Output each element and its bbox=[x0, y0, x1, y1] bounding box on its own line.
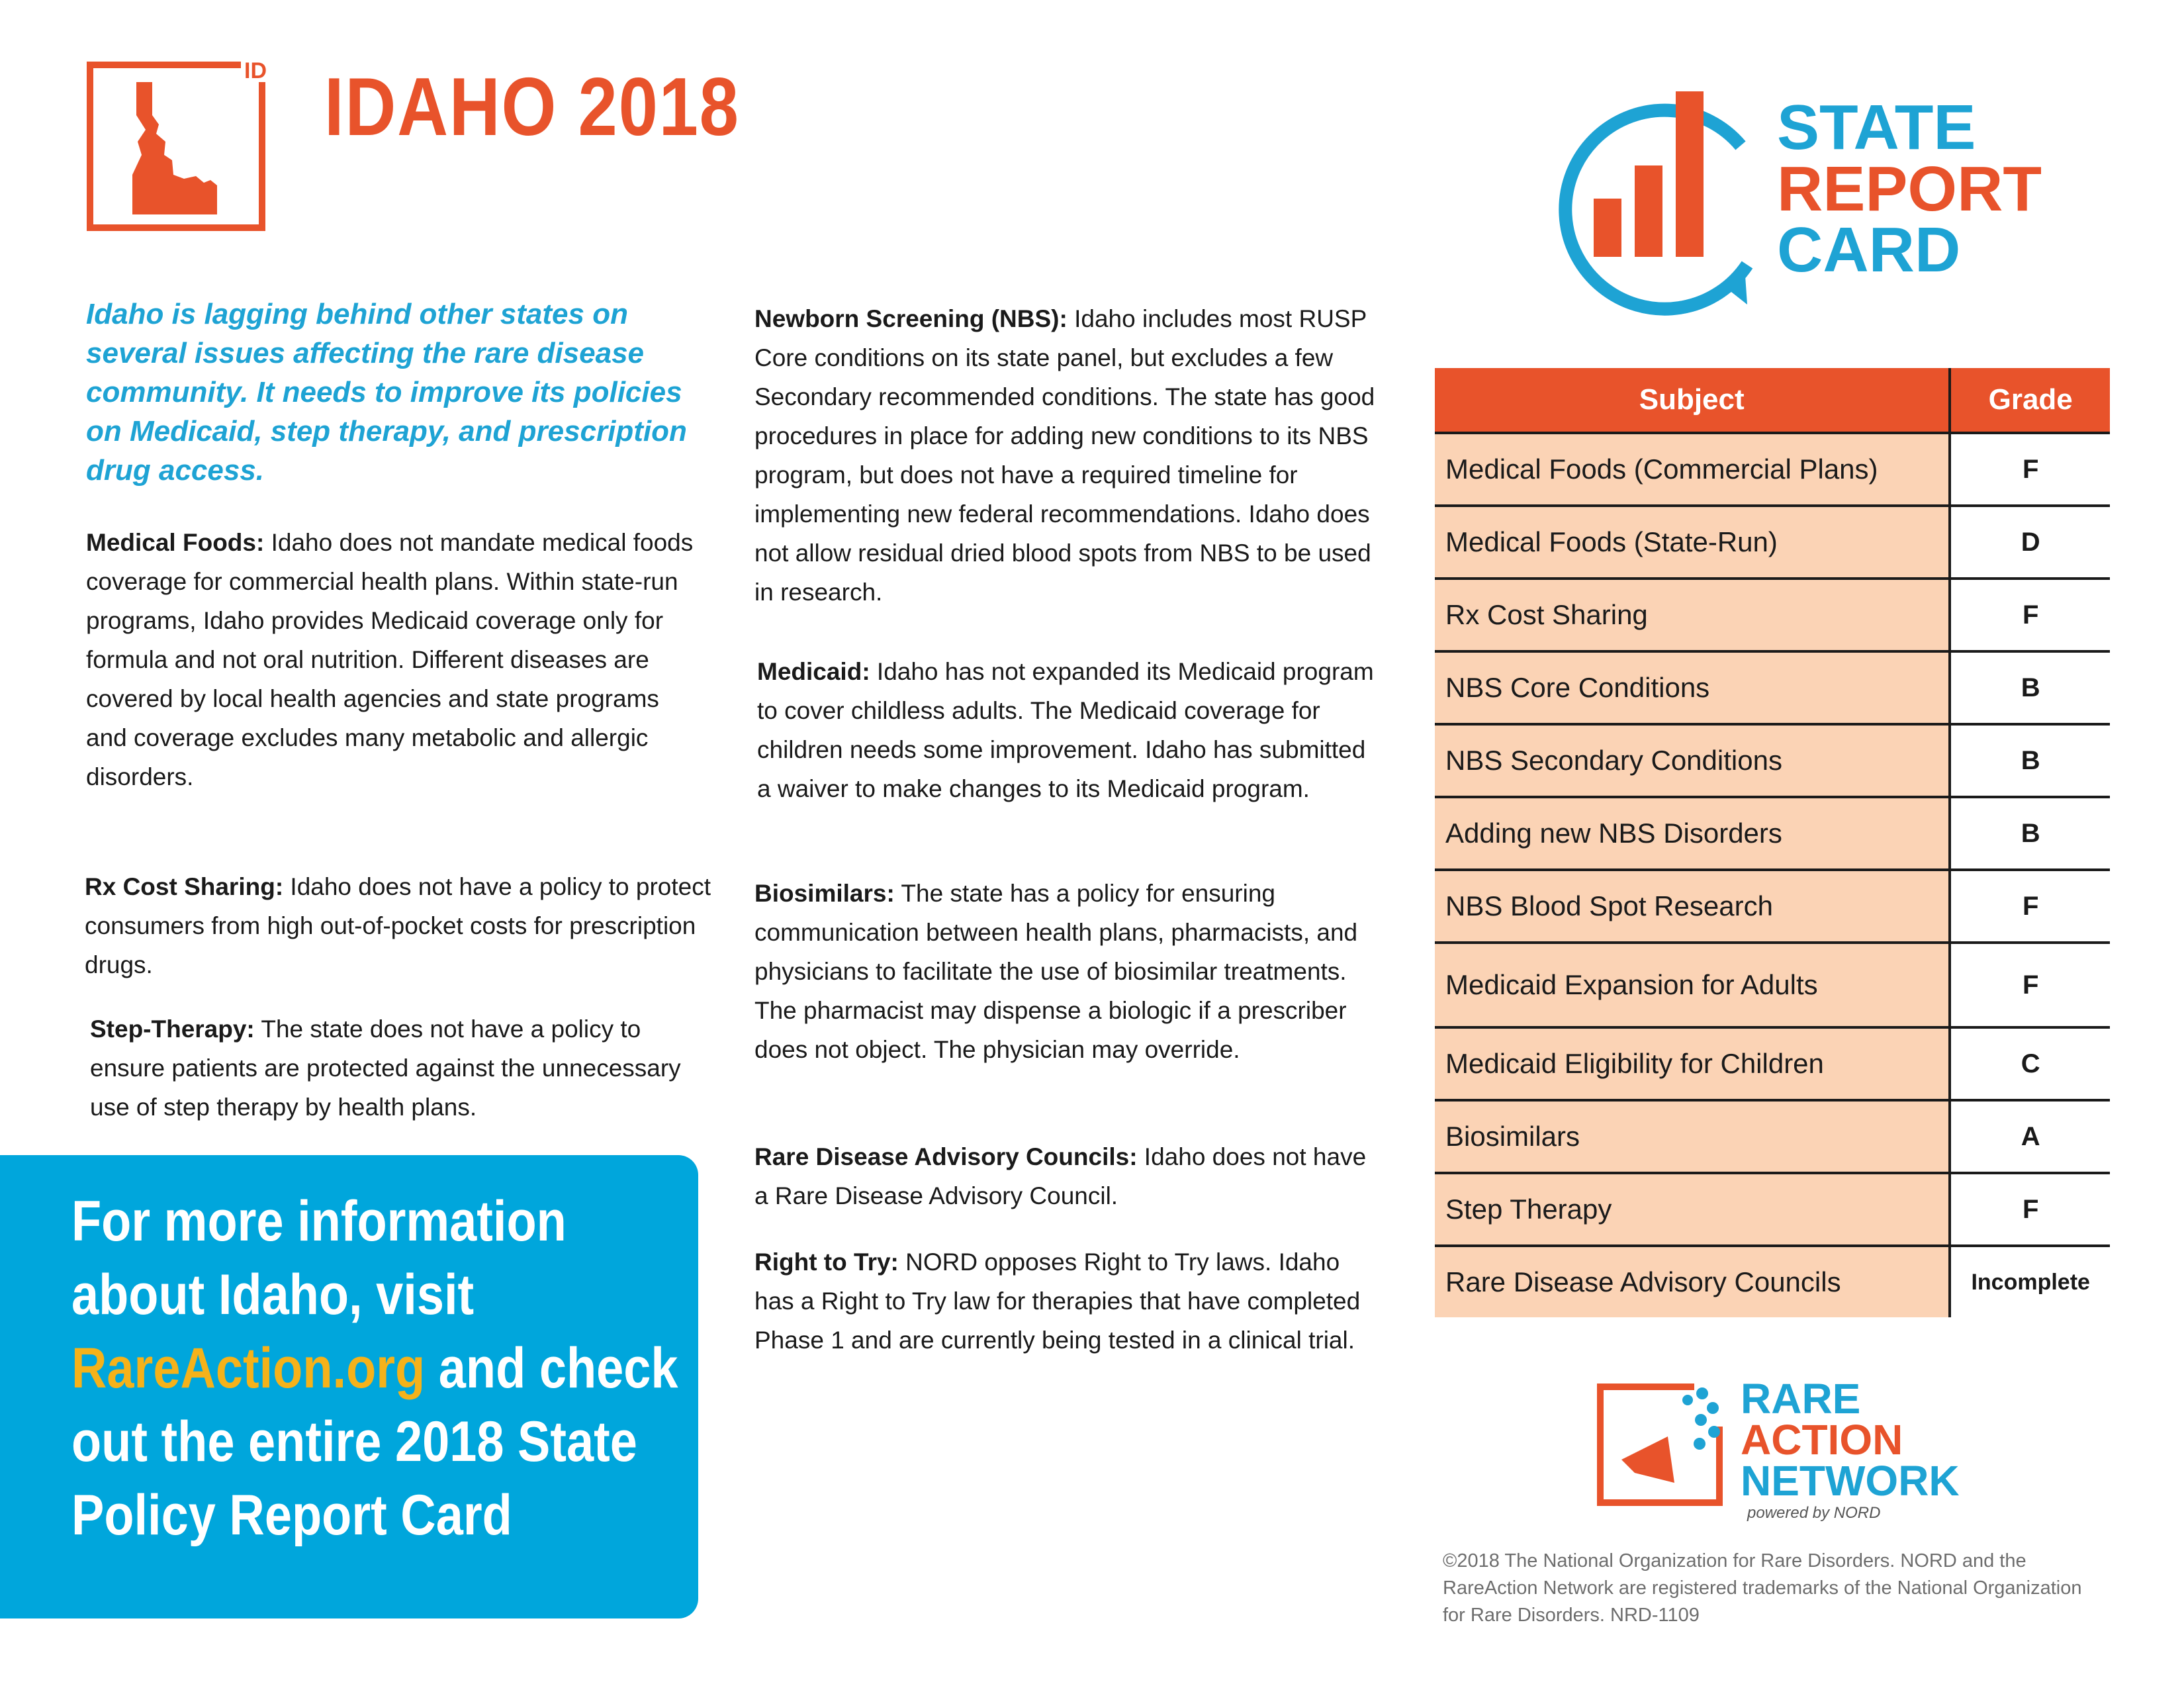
section-rare-disease-councils bbox=[754, 1137, 1377, 1215]
grade-cell: F bbox=[1950, 943, 2110, 1027]
section-rx-cost-sharing bbox=[85, 867, 713, 984]
rare-action-network-logo bbox=[1595, 1374, 2005, 1523]
logo-line-report: REPORT bbox=[1777, 154, 2042, 224]
logo-line-card: CARD bbox=[1777, 214, 1961, 285]
section-body: Idaho does not mandate medical foods coverage for commercial health plans. Within state-run programs, Idaho provides Medicaid coverage only for formula and not oral nutrition. Different diseases are covered by local health agencies and state programs and coverage excludes many metabolic and allergic disorders. bbox=[86, 529, 694, 790]
ran-line-action: ACTION bbox=[1741, 1416, 1903, 1464]
section-body: NORD opposes Right to Try laws. Idaho has a Right to Try law for therapies that have completed Phase 1 and are currently being tested in a clinical trial. bbox=[754, 1248, 1361, 1354]
grade-table bbox=[1435, 368, 2110, 1317]
section-heading: Rare Disease Advisory Councils: bbox=[754, 1143, 1138, 1170]
subject-cell: Rx Cost Sharing bbox=[1435, 579, 1950, 651]
grade-cell: B bbox=[1950, 724, 2110, 797]
copyright-notice: ©2018 The National Organization for Rare Disorders. NORD and the RareAction Network are registered trademarks of the National Organization for Rare Disorders. NRD-1109 bbox=[1443, 1550, 2082, 1626]
section-body: Idaho includes most RUSP Core conditions on its state panel, but excludes a few Secondary recommended conditions. The state has good procedures in place for adding new conditions to its NBS program, but does not have a required timeline for implementing new federal recommendations. Idaho does not allow residual dried blood spots from NBS to be used in research. bbox=[754, 305, 1375, 606]
section-step-therapy bbox=[90, 1009, 699, 1127]
section-heading: Medical Foods: bbox=[86, 529, 265, 556]
column-header-grade: Grade bbox=[1950, 368, 2110, 433]
subject-cell: Adding new NBS Disorders bbox=[1435, 797, 1950, 870]
subject-cell: Step Therapy bbox=[1435, 1173, 1950, 1246]
grade-cell: F bbox=[1950, 1173, 2110, 1246]
section-medicaid bbox=[757, 652, 1379, 808]
info-text-before: For more information about Idaho, visit bbox=[71, 1190, 567, 1327]
section-heading: Medicaid: bbox=[757, 658, 870, 685]
table-row bbox=[1435, 1173, 2110, 1246]
section-heading: Biosimilars: bbox=[754, 880, 895, 907]
subject-cell: Biosimilars bbox=[1435, 1100, 1950, 1173]
table-row bbox=[1435, 651, 2110, 724]
subject-cell: NBS Core Conditions bbox=[1435, 651, 1950, 724]
logo-line-state: STATE bbox=[1777, 92, 1976, 163]
table-row bbox=[1435, 579, 2110, 651]
section-body: The state has a policy for ensuring communication between health plans, pharmacists, and physicians to facilitate the use of biosimilar treatments. The pharmacist may dispense a biologic if a prescriber does not object. The physician may override. bbox=[754, 880, 1358, 1063]
grade-cell: A bbox=[1950, 1100, 2110, 1173]
ran-line-rare: RARE bbox=[1741, 1375, 1861, 1423]
section-heading: Rx Cost Sharing: bbox=[85, 873, 284, 900]
ran-tagline: powered by NORD bbox=[1747, 1504, 1881, 1522]
grade-cell: D bbox=[1950, 506, 2110, 579]
subject-cell: NBS Secondary Conditions bbox=[1435, 724, 1950, 797]
column-header-subject: Subject bbox=[1435, 368, 1950, 433]
subject-cell: Medicaid Eligibility for Children bbox=[1435, 1027, 1950, 1100]
section-heading: Newborn Screening (NBS): bbox=[754, 305, 1068, 332]
idaho-state-icon bbox=[85, 56, 270, 236]
section-medical-foods bbox=[86, 523, 695, 796]
section-biosimilars bbox=[754, 874, 1390, 1069]
page-title: IDAHO 2018 bbox=[324, 62, 740, 153]
grade-cell: Incomplete bbox=[1950, 1246, 2110, 1317]
section-right-to-try bbox=[754, 1243, 1377, 1360]
table-row bbox=[1435, 1100, 2110, 1173]
table-header-row bbox=[1435, 368, 2110, 433]
table-row bbox=[1435, 797, 2110, 870]
grade-cell: F bbox=[1950, 870, 2110, 943]
grade-cell: B bbox=[1950, 797, 2110, 870]
table-row bbox=[1435, 870, 2110, 943]
section-heading: Right to Try: bbox=[754, 1248, 899, 1276]
rareaction-link[interactable]: RareAction.org bbox=[71, 1336, 426, 1400]
grade-cell: B bbox=[1950, 651, 2110, 724]
section-heading: Step-Therapy: bbox=[90, 1015, 255, 1043]
grade-cell: F bbox=[1950, 433, 2110, 506]
info-text-after: and check out the entire 2018 State Policy Report Card bbox=[71, 1336, 678, 1547]
table-row bbox=[1435, 506, 2110, 579]
state-abbr: ID bbox=[244, 58, 267, 83]
section-body: Idaho does not have a policy to protect consumers from high out-of-pocket costs for prescription drugs. bbox=[85, 873, 711, 978]
section-body: Idaho has not expanded its Medicaid program to cover childless adults. The Medicaid coverage for children needs some improvement. Idaho has submitted a waiver to make changes to its Medicaid program. bbox=[757, 658, 1374, 802]
table-row bbox=[1435, 1027, 2110, 1100]
section-body: Idaho does not have a Rare Disease Advisory Council. bbox=[754, 1143, 1367, 1209]
subject-cell: Rare Disease Advisory Councils bbox=[1435, 1246, 1950, 1317]
megaphone-icon bbox=[1621, 1436, 1674, 1483]
table-row bbox=[1435, 1246, 2110, 1317]
state-report-card-logo bbox=[1549, 86, 2065, 324]
intro-summary: Idaho is lagging behind other states on several issues affecting the rare disease community. It needs to improve its policies on Medicaid, step therapy, and prescription drug access. bbox=[86, 298, 687, 487]
section-newborn-screening bbox=[754, 299, 1390, 612]
grade-cell: F bbox=[1950, 579, 2110, 651]
table-row bbox=[1435, 943, 2110, 1027]
section-body: The state does not have a policy to ensure patients are protected against the unnecessary use of step therapy by health plans. bbox=[90, 1015, 681, 1121]
ran-line-network: NETWORK bbox=[1741, 1457, 1960, 1505]
subject-cell: Medical Foods (Commercial Plans) bbox=[1435, 433, 1950, 506]
subject-cell: Medical Foods (State-Run) bbox=[1435, 506, 1950, 579]
subject-cell: Medicaid Expansion for Adults bbox=[1435, 943, 1950, 1027]
info-callout-text bbox=[71, 1185, 698, 1552]
grade-cell: C bbox=[1950, 1027, 2110, 1100]
table-row bbox=[1435, 724, 2110, 797]
table-row bbox=[1435, 433, 2110, 506]
subject-cell: NBS Blood Spot Research bbox=[1435, 870, 1950, 943]
